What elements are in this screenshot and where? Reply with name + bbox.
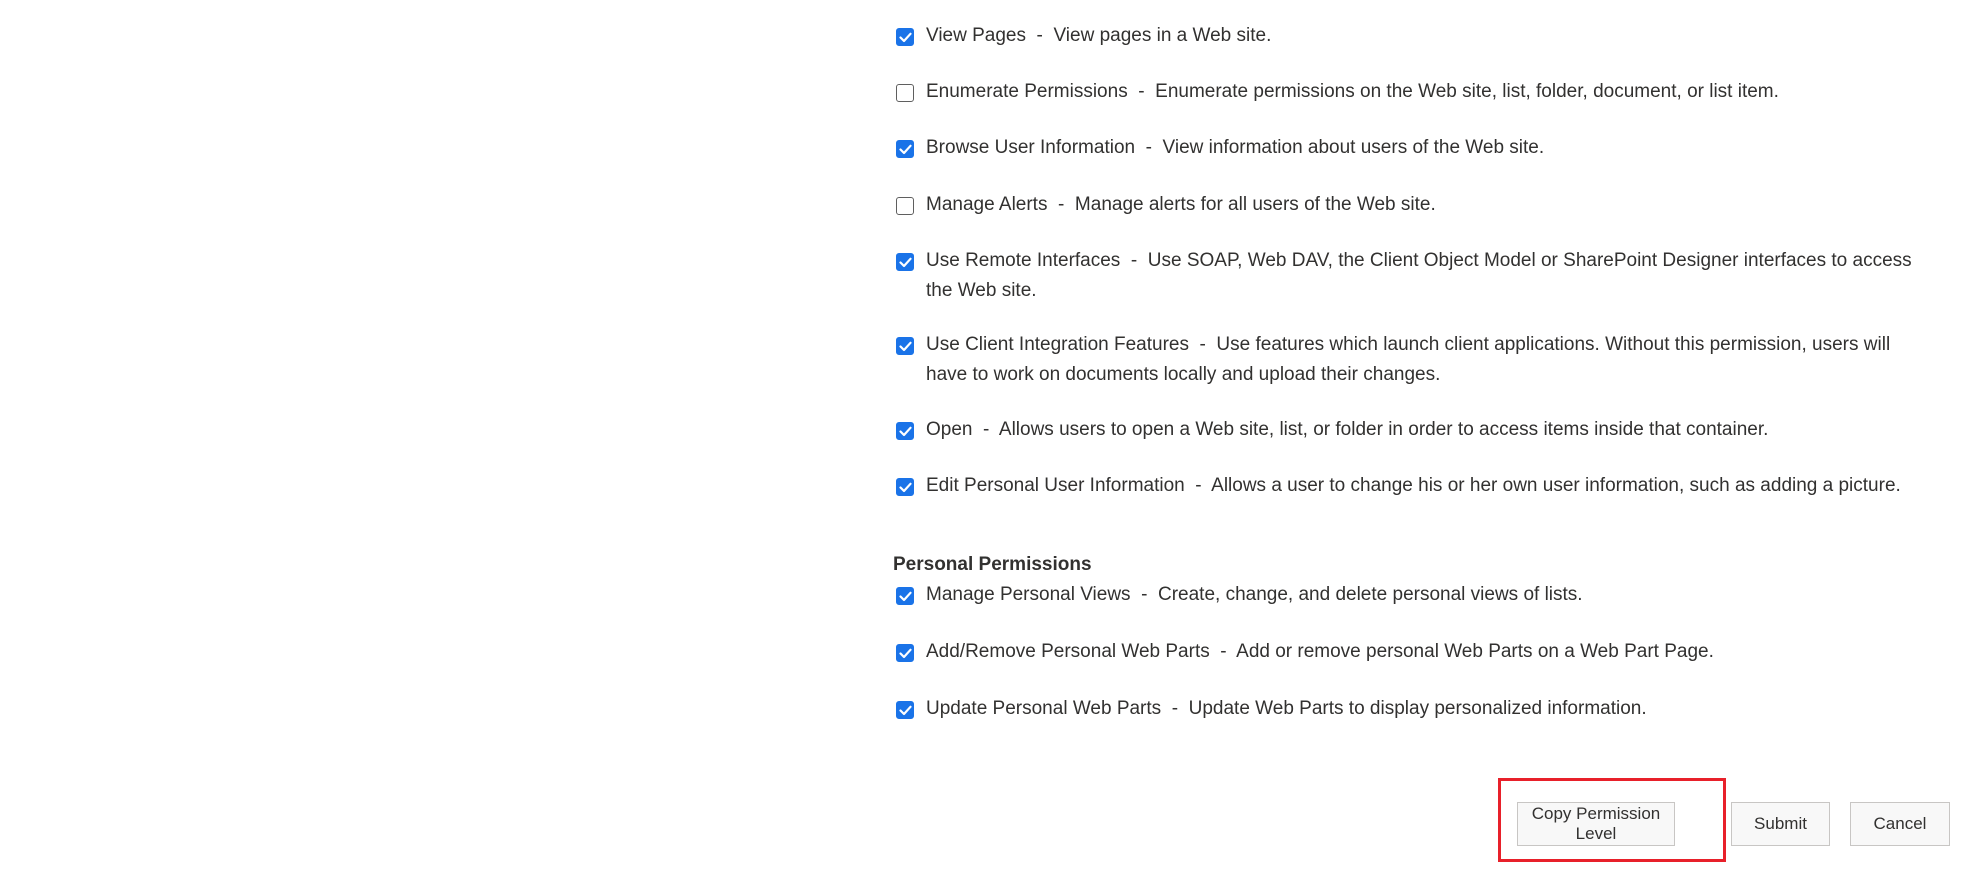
checkbox-edit-personal-user-information[interactable] — [896, 478, 914, 496]
personal-permissions-heading: Personal Permissions — [893, 554, 1092, 575]
permission-open — [893, 421, 1916, 445]
permission-description: Use features which launch client applications. Without this permission, users will have to work on documents locally and upload their changes. — [926, 334, 1891, 385]
separator: - — [1184, 475, 1212, 496]
permission-add-remove-personal-web-parts — [893, 643, 1916, 667]
permission-name: Open — [926, 419, 973, 440]
separator: - — [1127, 81, 1156, 102]
permission-update-personal-web-parts — [893, 700, 1916, 724]
checkbox-manage-personal-views[interactable] — [896, 587, 914, 605]
checkbox-update-personal-web-parts[interactable] — [896, 701, 914, 719]
permission-description: Update Web Parts to display personalized information. — [1188, 698, 1647, 719]
permission-description: View pages in a Web site. — [1053, 25, 1272, 46]
permission-text — [926, 190, 1916, 220]
permission-description: Add or remove personal Web Parts on a Web Part Page. — [1236, 641, 1714, 662]
checkbox-view-pages[interactable] — [896, 28, 914, 46]
permission-description: Manage alerts for all users of the Web site. — [1074, 194, 1436, 215]
checkbox-enumerate-permissions[interactable] — [896, 84, 914, 102]
checkbox-use-remote-interfaces[interactable] — [896, 253, 914, 271]
separator: - — [1130, 584, 1158, 605]
permission-text — [926, 471, 1916, 501]
permission-name: Use Remote Interfaces — [926, 250, 1121, 271]
permission-description: View information about users of the Web site. — [1162, 137, 1545, 158]
permission-name: Edit Personal User Information — [926, 475, 1185, 496]
permission-text — [926, 415, 1916, 445]
separator: - — [1188, 334, 1217, 355]
permission-text — [926, 694, 1916, 724]
permission-name: Manage Alerts — [926, 194, 1048, 215]
permission-text — [926, 580, 1916, 610]
checkbox-use-client-integration-features[interactable] — [896, 337, 914, 355]
submit-button[interactable]: Submit — [1731, 802, 1830, 846]
separator: - — [1135, 137, 1163, 158]
separator: - — [972, 419, 999, 440]
separator: - — [1209, 641, 1237, 662]
permission-name: Enumerate Permissions — [926, 81, 1128, 102]
permission-edit-personal-user-information — [893, 477, 1916, 501]
permission-name: Update Personal Web Parts — [926, 698, 1162, 719]
permission-name: Manage Personal Views — [926, 584, 1131, 605]
checkbox-open[interactable] — [896, 422, 914, 440]
permission-text — [926, 246, 1916, 306]
checkbox-manage-alerts[interactable] — [896, 197, 914, 215]
permission-text — [926, 77, 1916, 107]
permission-view-pages — [893, 27, 1916, 51]
permission-use-client-integration-features — [893, 336, 1916, 390]
permission-description: Use SOAP, Web DAV, the Client Object Model or SharePoint Designer interfaces to access the Web site. — [926, 250, 1912, 301]
checkbox-add-remove-personal-web-parts[interactable] — [896, 644, 914, 662]
permission-browse-user-information — [893, 139, 1916, 163]
permission-manage-alerts — [893, 196, 1916, 220]
permission-text — [926, 133, 1916, 163]
permission-description: Allows users to open a Web site, list, or folder in order to access items inside that container. — [998, 419, 1769, 440]
permission-description: Allows a user to change his or her own user information, such as adding a picture. — [1211, 475, 1901, 496]
permission-text — [926, 637, 1916, 667]
permission-use-remote-interfaces — [893, 252, 1916, 306]
copy-permission-level-button[interactable]: Copy Permission Level — [1517, 802, 1675, 846]
permission-description: Enumerate permissions on the Web site, list, folder, document, or list item. — [1155, 81, 1779, 102]
permission-name: Use Client Integration Features — [926, 334, 1189, 355]
permission-manage-personal-views — [893, 586, 1916, 610]
separator: - — [1120, 250, 1148, 271]
permission-description: Create, change, and delete personal views of lists. — [1158, 584, 1583, 605]
checkbox-browse-user-information[interactable] — [896, 140, 914, 158]
permission-text — [926, 21, 1916, 51]
permission-text — [926, 330, 1916, 390]
permission-name: Browse User Information — [926, 137, 1136, 158]
separator: - — [1026, 25, 1054, 46]
cancel-button[interactable]: Cancel — [1850, 802, 1950, 846]
separator: - — [1047, 194, 1075, 215]
separator: - — [1161, 698, 1189, 719]
permission-name: Add/Remove Personal Web Parts — [926, 641, 1210, 662]
permission-name: View Pages — [926, 25, 1026, 46]
permission-enumerate-permissions — [893, 83, 1916, 107]
